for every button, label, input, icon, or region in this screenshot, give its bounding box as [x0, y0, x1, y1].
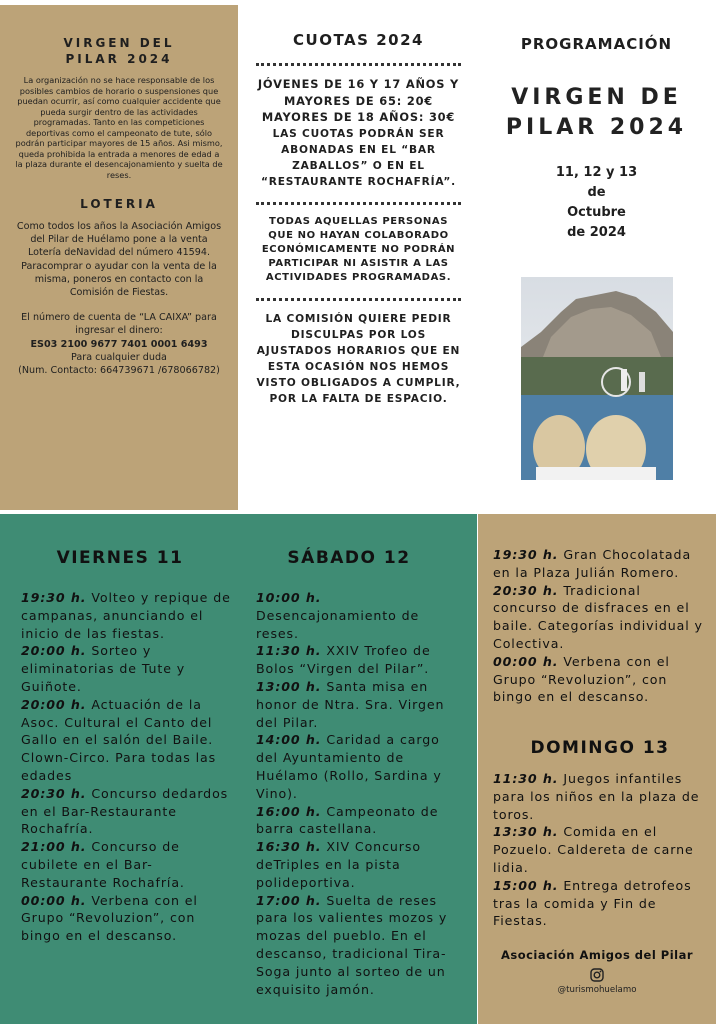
event-time: 10:00 h.	[256, 590, 322, 605]
cover-date	[487, 163, 706, 243]
cover-title-line2: PILAR 2024	[505, 115, 688, 140]
day-title-sabado: SÁBADO 12	[287, 548, 411, 568]
event-time: 16:30 h.	[256, 839, 322, 855]
fee-young: JÓVENES DE 16 Y 17 AÑOS Y MAYORES DE 65: 20€	[257, 77, 460, 108]
event-text: Concurso de cubilete en el Bar-Restaurante Rochafría.	[21, 839, 185, 890]
event-item	[493, 582, 707, 653]
event-item	[493, 877, 707, 930]
fee-adult: MAYORES DE 18 AÑOS: 30€	[261, 110, 456, 124]
event-item	[493, 823, 707, 876]
event-item	[21, 892, 233, 945]
date-line: 11, 12 y 13	[555, 165, 638, 180]
sabado-cont-events	[493, 546, 707, 706]
event-item	[493, 653, 707, 706]
event-time: 15:00 h.	[493, 877, 559, 893]
doubt-text: Para cualquier duda	[71, 351, 167, 363]
event-time: 00:00 h.	[493, 653, 559, 669]
event-item	[21, 785, 233, 838]
panel-title-line2: PILAR 2024	[65, 52, 173, 66]
festival-photo	[521, 277, 673, 480]
event-text: Caridad a cargo del Ayuntamiento de Huélamo (Rollo, Sardina y Vino).	[256, 732, 442, 801]
dotted-divider	[256, 63, 461, 66]
cover-panel	[477, 5, 716, 510]
event-text: Entrega detrofeos tras la comida y Fin de Fiestas.	[493, 877, 692, 929]
event-text: Sorteo y eliminatorias de Tute y Guiñote.	[21, 643, 186, 694]
panel-title-line1: VIRGEN DEL	[63, 36, 175, 50]
event-text: Verbena con el Grupo “Revoluzion”, con bingo en el descanso.	[21, 892, 198, 944]
event-text: Juegos infantiles para los niños en la plaza de toros.	[493, 771, 700, 822]
note-participation: TODAS AQUELLAS PERSONAS QUE NO HAYAN COLABORADO ECONÓMICAMENTE NO PODRÁN PARTICIPAR NI ASISTIR A LAS ACTIVIDADES PROGRAMADAS.	[261, 215, 456, 284]
event-item	[256, 642, 462, 678]
event-text: Campeonato de barra castellana.	[256, 803, 439, 837]
contact-text: (Num. Contacto: 664739671 /678066782)	[18, 365, 220, 377]
event-text: Concurso dedardos en el Bar-Restaurante Rochafría.	[21, 785, 229, 837]
loteria-text: Como todos los años la Asociación Amigos del Pilar de Huélamo pone a la venta Lotería deNavidad del número 41594. Paracomprar o ayudar con la venta de la misma, poneros en contacto con la Comisión de Fiestas.	[16, 221, 222, 299]
event-time: 19:30 h.	[493, 547, 559, 562]
footer	[480, 948, 714, 995]
event-text: Desencajonamiento de reses.	[256, 607, 420, 641]
instagram-icon	[590, 968, 604, 982]
event-item	[21, 838, 233, 891]
event-time: 13:30 h.	[493, 824, 559, 840]
event-item	[256, 838, 462, 891]
program-heading: PROGRAMACIÓN	[520, 35, 673, 53]
event-time: 21:00 h.	[21, 839, 87, 855]
event-text: Comida en el Pozuelo. Caldereta de carne lidia.	[493, 824, 694, 875]
event-item	[21, 696, 233, 785]
sabado-events	[256, 589, 462, 998]
event-item	[493, 546, 707, 582]
event-item	[256, 589, 462, 642]
event-text: XIV Concurso deTriples en la pista polideportiva.	[256, 839, 421, 890]
domingo-events	[493, 770, 707, 930]
event-time: 13:00 h.	[256, 678, 322, 694]
date-line: de	[587, 185, 606, 200]
event-item	[493, 770, 707, 823]
event-time: 14:00 h.	[256, 732, 322, 748]
association-name: Asociación Amigos del Pilar	[500, 948, 694, 962]
event-text: Verbena con el Grupo “Revoluzion”, con bingo en el descanso.	[493, 653, 670, 705]
event-item	[21, 589, 233, 642]
event-time: 16:00 h.	[256, 803, 322, 819]
event-item	[256, 803, 462, 839]
day-title-viernes: VIERNES 11	[56, 548, 184, 568]
disclaimer-text: La organización no se hace responsable de los posibles cambios de horario o suspensiones que puedan ocurrir, así como cualquier accidente que pueda surgir dentro de las actividades programadas. Tanto en las competiciones deportivas como el campeonato de tute, sólo podrán participar mayores de 15 años. Asi mismo, queda prohibida la entrada a menores de edad a la plaza durante el desencajonamiento y suelta de reses.	[15, 75, 223, 180]
event-text: Tradicional concurso de disfraces en el baile. Categorías individual y Colectiva.	[493, 582, 703, 651]
fees-title: CUOTAS 2024	[293, 31, 424, 49]
event-item	[256, 731, 462, 802]
instagram-icon[interactable]	[480, 967, 714, 983]
event-item	[21, 642, 233, 695]
photo-illustration	[521, 277, 673, 480]
event-time: 20:30 h.	[493, 582, 559, 598]
event-text: Volteo y repique de campanas, anunciando el inicio de las fiestas.	[21, 590, 231, 641]
event-text: Actuación de la Asoc. Cultural el Canto del Gallo en el salón del Baile. Clown-Circo. Para todas las edades	[21, 696, 217, 783]
info-panel	[0, 5, 238, 510]
account-number: ES03 2100 9677 7401 0001 6493	[30, 338, 208, 350]
event-item	[256, 892, 462, 999]
event-time: 20:00 h.	[21, 696, 87, 712]
note-apology: LA COMISIÓN QUIERE PEDIR DISCULPAS POR LOS AJUSTADOS HORARIOS QUE EN ESTA OCASIÓN NOS HEMOS VISTO OBLIGADOS A CUMPLIR, POR LA FALTA DE ESPACIO.	[256, 312, 461, 405]
viernes-events	[21, 589, 233, 945]
date-line: de 2024	[567, 225, 626, 240]
event-time: 11:30 h.	[493, 771, 559, 786]
fees-panel	[240, 5, 477, 510]
cover-title-line1: VIRGEN DE	[511, 85, 682, 110]
loteria-title: LOTERIA	[80, 197, 158, 211]
event-time: 11:30 h.	[256, 643, 322, 659]
date-line: Octubre	[567, 205, 626, 220]
event-time: 20:00 h.	[21, 643, 87, 659]
event-item	[256, 678, 462, 731]
event-time: 20:30 h.	[21, 785, 87, 801]
event-text: Suelta de reses para los valientes mozos y mozas del pueblo. En el descanso, tradicional Tira-Soga junto al sorteo de un exquisito jamón.	[256, 892, 448, 997]
fee-payment: LAS CUOTAS PODRÁN SER ABONADAS EN EL “BAR ZABALLOS” O EN EL “RESTAURANTE ROCHAFRÍA”.	[261, 127, 456, 188]
day-title-domingo: DOMINGO 13	[530, 738, 670, 758]
event-time: 17:00 h.	[256, 892, 322, 908]
account-text: El número de cuenta de “LA CAIXA” para ingresar el dinero:	[21, 312, 217, 337]
instagram-handle[interactable]: @turismohuelamo	[557, 985, 637, 995]
event-text: XXIV Trofeo de Bolos “Virgen del Pilar”.	[256, 643, 431, 677]
dotted-divider	[256, 298, 461, 301]
event-text: Santa misa en honor de Ntra. Sra. Virgen del Pilar.	[256, 678, 445, 730]
event-time: 19:30 h.	[21, 590, 87, 605]
event-time: 00:00 h.	[21, 892, 87, 908]
event-text: Gran Chocolatada en la Plaza Julián Romero.	[493, 547, 692, 580]
dotted-divider	[256, 202, 461, 205]
